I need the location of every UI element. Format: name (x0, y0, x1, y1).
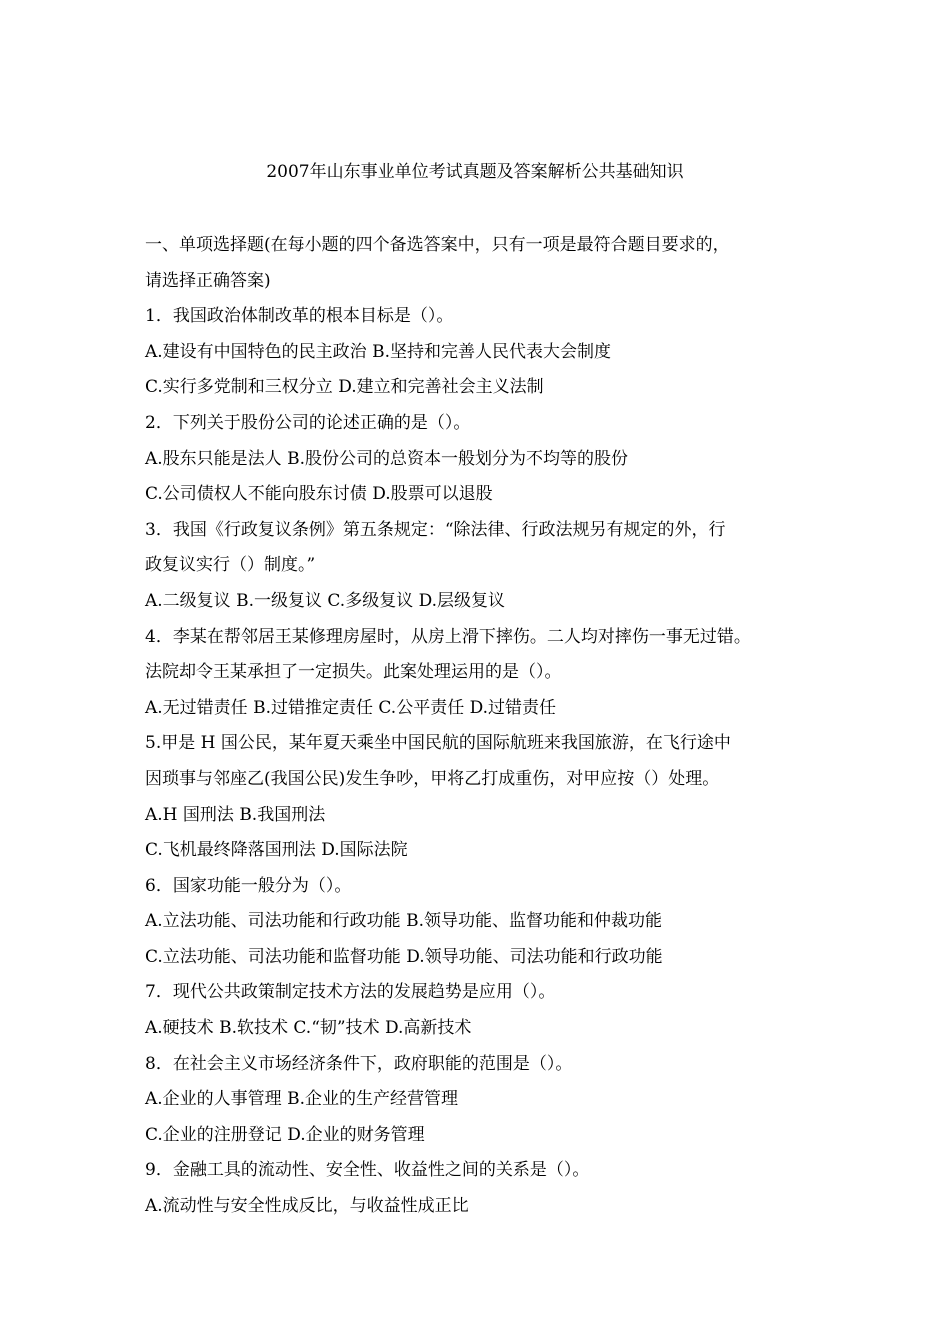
question-4-cont: 法院却令王某承担了一定损失。此案处理运用的是（）。 (145, 662, 562, 683)
question-3: 3．我国《行政复议条例》第五条规定：“除法律、行政法规另有规定的外，行 (145, 519, 726, 540)
question-4-options: A.无过错责任 B.过错推定责任 C.公平责任 D.过错责任 (145, 697, 557, 718)
question-1-options-cd: C.实行多党制和三权分立 D.建立和完善社会主义法制 (145, 377, 544, 398)
section-heading-cont: 请选择正确答案) (145, 270, 271, 291)
question-7-options: A.硬技术 B.软技术 C.“韧”技术 D.高新技术 (145, 1018, 472, 1039)
question-3-options: A.二级复议 B.一级复议 C.多级复议 D.层级复议 (145, 590, 506, 611)
question-6-options-ab: A.立法功能、司法功能和行政功能 B.领导功能、监督功能和仲裁功能 (145, 911, 662, 932)
question-6-options-cd: C.立法功能、司法功能和监督功能 D.领导功能、司法功能和行政功能 (145, 946, 663, 967)
question-3-cont: 政复议实行（）制度。” (145, 555, 316, 576)
question-5-options-ab: A.H 国刑法 B.我国刑法 (145, 804, 326, 825)
question-6: 6．国家功能一般分为（）。 (145, 875, 352, 896)
question-9: 9．金融工具的流动性、安全性、收益性之间的关系是（）。 (145, 1160, 590, 1181)
question-5-options-cd: C.飞机最终降落国刑法 D.国际法院 (145, 840, 408, 861)
question-9-option-a: A.流动性与安全性成反比，与收益性成正比 (145, 1196, 469, 1217)
question-4: 4．李某在帮邻居王某修理房屋时，从房上滑下摔伤。二人均对摔伤一事无过错。 (145, 626, 751, 647)
question-8: 8．在社会主义市场经济条件下，政府职能的范围是（）。 (145, 1053, 573, 1074)
question-1: 1．我国政治体制改革的根本目标是（）。 (145, 306, 454, 327)
question-1-options-ab: A.建设有中国特色的民主政治 B.坚持和完善人民代表大会制度 (145, 341, 611, 362)
question-5: 5.甲是 H 国公民，某年夏天乘坐中国民航的国际航班来我国旅游，在飞行途中 (145, 733, 731, 754)
question-8-options-ab: A.企业的人事管理 B.企业的生产经营管理 (145, 1089, 458, 1110)
question-2-options-cd: C.公司债权人不能向股东讨债 D.股票可以退股 (145, 484, 493, 505)
section-heading: 一、单项选择题(在每小题的四个备选答案中，只有一项是最符合题目要求的， (145, 235, 730, 255)
question-2: 2．下列关于股份公司的论述正确的是（）。 (145, 412, 471, 433)
document-body (145, 228, 845, 1225)
question-7: 7．现代公共政策制定技术方法的发展趋势是应用（）。 (145, 982, 556, 1003)
question-2-options-ab: A.股东只能是法人 B.股份公司的总资本一般划分为不均等的股份 (145, 448, 628, 469)
question-5-cont: 因琐事与邻座乙(我国公民)发生争吵，甲将乙打成重伤，对甲应按（）处理。 (145, 768, 720, 789)
question-8-options-cd: C.企业的注册登记 D.企业的财务管理 (145, 1124, 425, 1145)
document-title: 2007年山东事业单位考试真题及答案解析公共基础知识 (266, 162, 684, 182)
